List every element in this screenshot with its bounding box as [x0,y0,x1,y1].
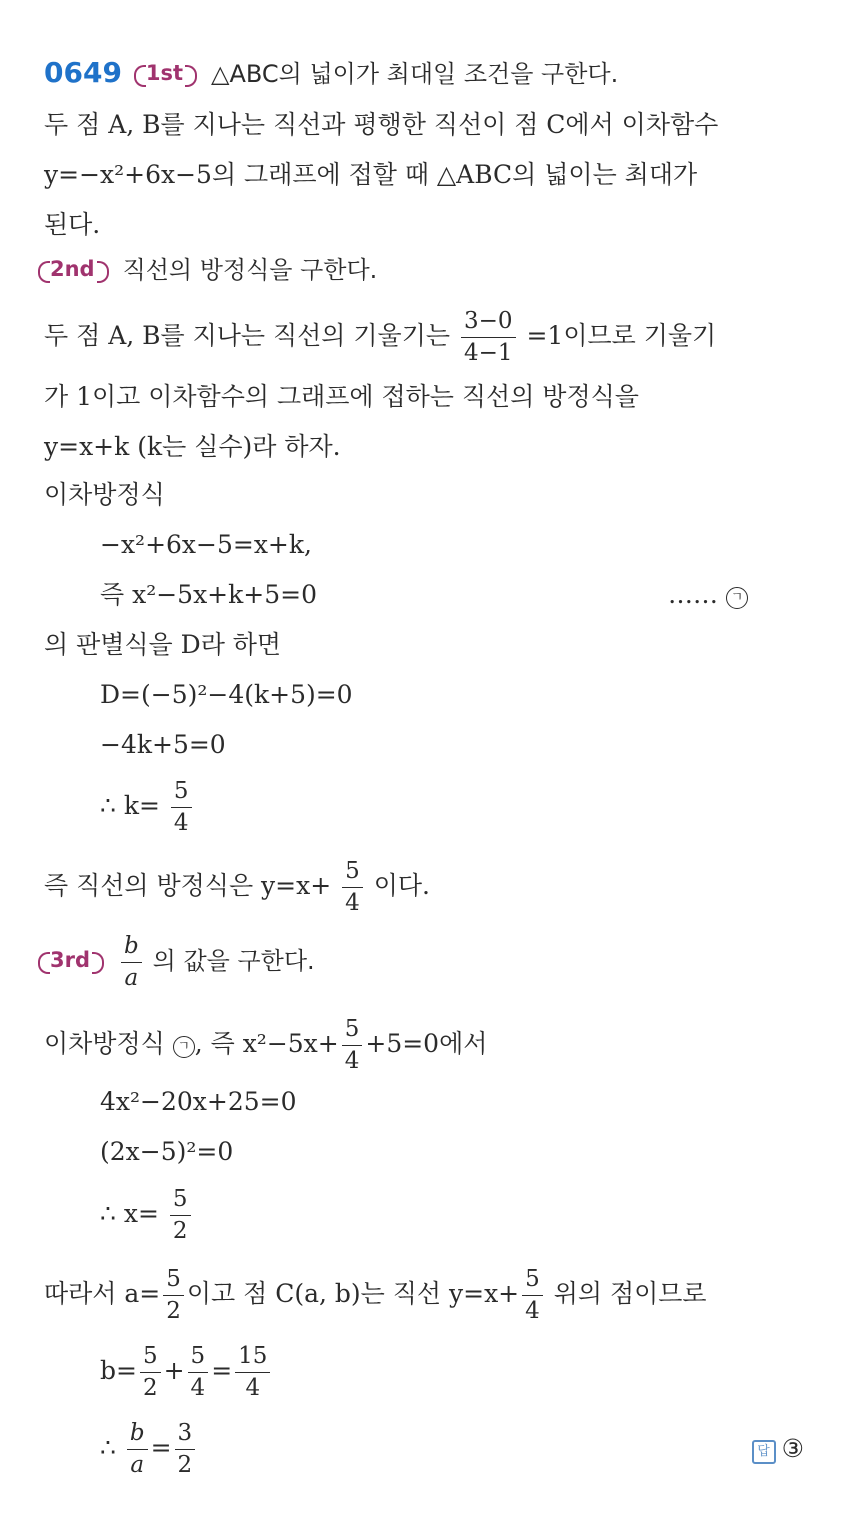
eq-fraction [342,1018,363,1073]
b-n3: 15 [235,1345,270,1373]
answer-value: ③ [781,1434,804,1463]
math-text: 즉 x²−5x+k+5=0 [100,580,317,609]
x-num: 5 [170,1188,191,1216]
b-line [100,1345,828,1400]
final-pre: ∴ [100,1433,116,1462]
b-d3: 4 [245,1375,261,1401]
conclusion-den1: 2 [166,1298,181,1324]
x-fraction [170,1188,191,1243]
final-d2: 2 [177,1452,193,1478]
equation-marker [668,578,748,612]
final-frac-ba [127,1422,148,1477]
math-line: −4k+5=0 [100,730,226,759]
conclusion-num1: 5 [163,1268,184,1296]
k-pre: ∴ k= [100,791,160,820]
conclusion-den2: 4 [525,1298,540,1324]
b-pre: b= [100,1356,137,1385]
circled-symbol-icon: ㄱ [726,587,748,609]
eq-post: +5=0에서 [365,1029,488,1058]
text-line: y=−x²+6x−5의 그래프에 접할 때 △ABC의 넓이는 최대가 [44,160,698,189]
b-eq: = [211,1356,233,1385]
slope-fraction [461,310,516,365]
text-line: 가 1이고 이차함수의 그래프에 접하는 직선의 방정식을 [44,382,639,411]
conclusion-pre: 따라서 a= [44,1279,161,1308]
text-line: 두 점 A, B를 지나는 직선과 평행한 직선이 점 C에서 이차함수 [44,110,719,139]
text-line: 된다. [44,210,101,239]
line-result [44,860,828,915]
step1-title: △ABC의 넓이가 최대일 조건을 구한다. [211,60,619,88]
math-line: (2x−5)²=0 [100,1137,234,1166]
line-fraction [342,860,363,915]
step1-header [44,56,828,91]
b-frac-2 [188,1345,209,1400]
b-frac-1 [140,1345,161,1400]
b-frac-3 [235,1345,270,1400]
step3-header [44,935,828,990]
slope-pre: 두 점 A, B를 지나는 직선의 기울기는 [44,321,451,350]
b-d1: 2 [142,1375,158,1401]
math-line: D=(−5)²−4(k+5)=0 [100,680,353,709]
slope-num: 3−0 [461,310,516,338]
step3-num: b [121,935,142,963]
k-fraction [171,780,192,835]
marker-dots: …… [668,580,719,609]
step3-badge: 3rd [44,948,100,972]
final-n2: 3 [175,1422,196,1450]
text-line: y=x+k (k는 실수)라 하자. [44,432,341,461]
step2-title: 직선의 방정식을 구한다. [122,256,378,284]
conclusion-mid: 이고 점 C(a, b)는 직선 y=x+ [186,1279,520,1308]
b-d2: 4 [190,1375,206,1401]
answer [752,1432,804,1466]
b-plus: + [163,1356,185,1385]
b-n1: 5 [140,1345,161,1373]
x-result [100,1188,828,1243]
line-den: 4 [345,890,360,916]
circled-symbol-icon: ㄱ [173,1036,195,1058]
final-line [100,1422,828,1477]
step3-title: 의 값을 구한다. [152,947,315,975]
text-line: 이차방정식 [44,480,165,509]
text-line: 의 판별식을 D라 하면 [44,630,282,659]
problem-number: 0649 [44,56,122,89]
line-num: 5 [342,860,363,888]
eq-pre: 이차방정식 [44,1029,165,1058]
eq-num: 5 [342,1018,363,1046]
slope-den: 4−1 [463,340,513,366]
line-pre: 즉 직선의 방정식은 y=x+ [44,871,332,900]
b-n2: 5 [188,1345,209,1373]
conclusion-post: 위의 점이므로 [553,1279,707,1308]
step2-badge: 2nd [44,257,105,281]
equation-line [44,1018,828,1073]
x-den: 2 [172,1218,188,1244]
eq-mid: , 즉 x²−5x+ [194,1029,339,1058]
eq-den: 4 [344,1048,360,1074]
slope-line [44,310,828,365]
step3-den: a [124,965,139,991]
x-pre: ∴ x= [100,1199,159,1228]
conclusion-fraction-line [522,1268,543,1323]
k-result [100,780,828,835]
final-d1: a [130,1452,145,1478]
step2-header [44,253,828,287]
answer-icon: 답 [752,1440,776,1464]
step1-badge: 1st [140,61,193,85]
math-line: −x²+6x−5=x+k, [100,530,312,559]
final-frac-value [175,1422,196,1477]
k-num: 5 [171,780,192,808]
slope-post: =1이므로 기울기 [526,321,717,350]
step3-fraction [121,935,142,990]
math-line: 4x²−20x+25=0 [100,1087,297,1116]
conclusion-fraction-a [163,1268,184,1323]
final-n1: b [127,1422,148,1450]
k-den: 4 [173,810,189,836]
math-line-marked [100,578,828,612]
final-eq: = [150,1433,172,1462]
line-post: 이다. [373,871,430,900]
conclusion-line [44,1268,828,1323]
conclusion-num2: 5 [522,1268,543,1296]
